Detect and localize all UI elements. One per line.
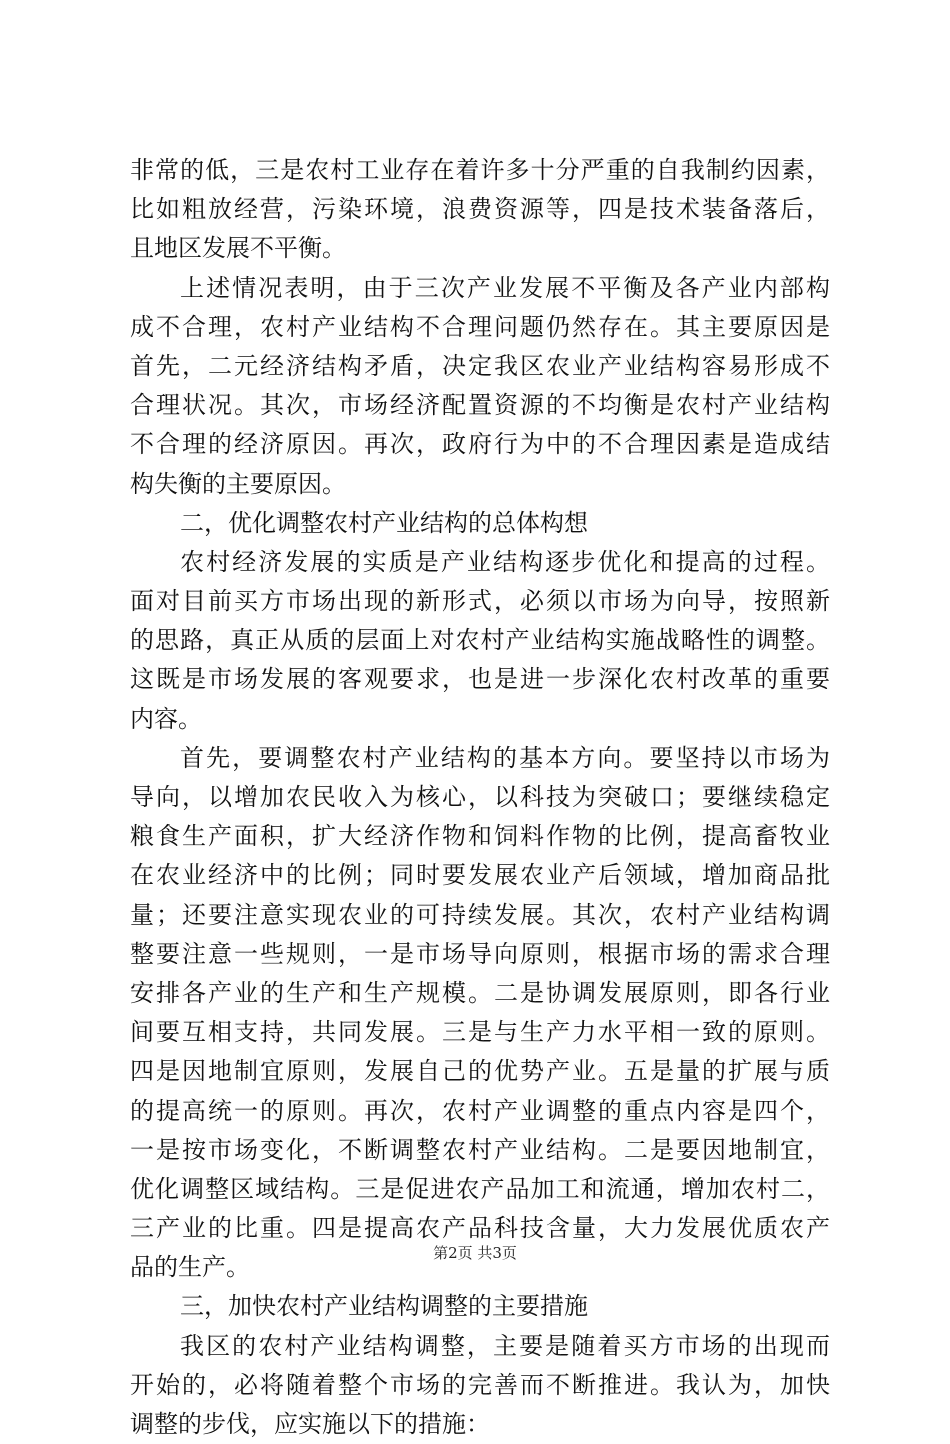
text-line: 内容。 <box>130 704 202 733</box>
text-line: 粮食生产面积，扩大经济作物和饲料作物的比例，提高畜牧业 <box>130 822 830 851</box>
text-line: 面对目前买方市场出现的新形式，必须以市场为向导，按照新 <box>130 587 830 616</box>
text-line: 不合理的经济原因。再次，政府行为中的不合理因素是造成结 <box>130 430 830 459</box>
page-footer: 第2页 共3页 <box>433 1244 517 1262</box>
text-line: 比如粗放经营，污染环境，浪费资源等，四是技术装备落后， <box>130 195 830 224</box>
text-line: 整要注意一些规则，一是市场导向原则，根据市场的需求合理 <box>130 939 830 968</box>
text-line: 三，加快农村产业结构调整的主要措施 <box>180 1292 588 1321</box>
text-line: 导向，以增加农民收入为核心，以科技为突破口；要继续稳定 <box>130 783 830 811</box>
paragraph-continuation <box>130 151 830 269</box>
text-line: 品的生产。 <box>130 1253 250 1282</box>
text-line: 上述情况表明，由于三次产业发展不平衡及各产业内部构 <box>180 273 830 302</box>
paragraph-essence <box>130 543 830 739</box>
text-line: 调整的步伐，应实施以下的措施： <box>130 1410 490 1438</box>
text-line: 这既是市场发展的客观要求，也是进一步深化农村改革的重要 <box>130 665 830 694</box>
text-line: 的提高统一的原则。再次，农村产业调整的重点内容是四个， <box>130 1096 830 1125</box>
section-heading-2 <box>130 504 830 543</box>
text-line: 且地区发展不平衡。 <box>130 234 346 263</box>
text-line: 安排各产业的生产和生产规模。二是协调发展原则，即各行业 <box>130 978 830 1007</box>
text-line: 一是按市场变化，不断调整农村产业结构。二是要因地制宜， <box>130 1135 830 1164</box>
text-line: 成不合理，农村产业结构不合理问题仍然存在。其主要原因是 <box>130 312 830 341</box>
paragraph-direction <box>130 739 830 1288</box>
text-line: 的思路，真正从质的层面上对农村产业结构实施战略性的调整。 <box>130 626 830 655</box>
text-line: 二，优化调整农村产业结构的总体构想 <box>180 508 588 537</box>
text-line: 开始的，必将随着整个市场的完善而不断推进。我认为，加快 <box>130 1370 830 1399</box>
section-heading-3 <box>130 1287 830 1326</box>
text-line: 构失衡的主要原因。 <box>130 469 346 498</box>
text-line: 农村经济发展的实质是产业结构逐步优化和提高的过程。 <box>180 547 830 576</box>
paragraph-situation-summary <box>130 269 830 504</box>
text-line: 四是因地制宜原则，发展自己的优势产业。五是量的扩展与质 <box>130 1057 830 1086</box>
text-line: 优化调整区域结构。三是促进农产品加工和流通，增加农村二， <box>130 1174 830 1203</box>
text-line: 量；还要注意实现农业的可持续发展。其次，农村产业结构调 <box>130 900 830 929</box>
text-line: 首先，要调整农村产业结构的基本方向。要坚持以市场为 <box>180 743 830 772</box>
text-line: 合理状况。其次，市场经济配置资源的不均衡是农村产业结构 <box>130 391 830 420</box>
text-line: 非常的低，三是农村工业存在着许多十分严重的自我制约因素， <box>130 156 830 184</box>
text-line: 我区的农村产业结构调整，主要是随着买方市场的出现而 <box>180 1331 830 1360</box>
paragraph-measures-intro <box>130 1327 830 1444</box>
text-line: 间要互相支持，共同发展。三是与生产力水平相一致的原则。 <box>130 1018 830 1047</box>
text-line: 首先，二元经济结构矛盾，决定我区农业产业结构容易形成不 <box>130 351 830 380</box>
text-line: 三产业的比重。四是提高农产品科技含量，大力发展优质农产 <box>130 1214 830 1243</box>
text-line: 在农业经济中的比例；同时要发展农业产后领域，增加商品批 <box>130 861 830 890</box>
